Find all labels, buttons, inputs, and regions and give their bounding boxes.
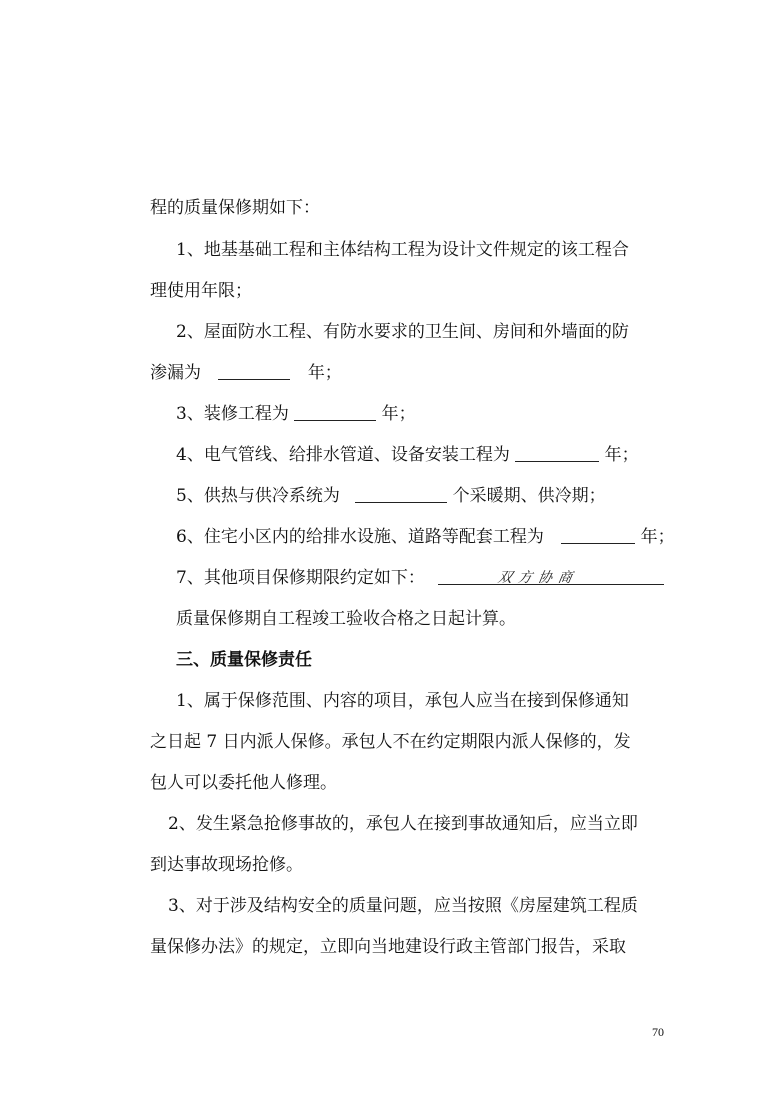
section-heading xyxy=(176,648,782,672)
fill-in-blank xyxy=(515,443,599,462)
handwritten-entry xyxy=(438,566,664,590)
line-text: 包人可以委托他人修理。 xyxy=(150,773,337,793)
line-text: 程的质量保修期如下： xyxy=(150,198,320,218)
line-text: 3、装修工程为 xyxy=(176,404,289,424)
paragraph-line xyxy=(176,689,782,713)
line-text: 年； xyxy=(381,404,416,424)
paragraph-line xyxy=(150,196,782,220)
line-text: 7、其他项目保修期限约定如下： xyxy=(176,568,425,588)
line-text: 1、属于保修范围、内容的项目，承包人应当在接到保修通知 xyxy=(176,691,629,711)
paragraph-line xyxy=(176,607,782,631)
line-text: 之日起 7 日内派人保修。承包人不在约定期限内派人保修的，发 xyxy=(150,732,631,752)
fill-in-blank xyxy=(561,525,635,544)
line-text: 4、电气管线、给排水管道、设备安装工程为 xyxy=(176,445,510,465)
line-text: 量保修办法》的规定，立即向当地建设行政主管部门报告，采取 xyxy=(150,937,626,957)
line-text: 6、住宅小区内的给排水设施、道路等配套工程为 xyxy=(176,527,544,547)
line-text: 年； xyxy=(640,527,675,547)
line-text: 2、屋面防水工程、有防水要求的卫生间、房间和外墙面的防 xyxy=(176,322,629,342)
paragraph-line xyxy=(168,812,782,836)
paragraph-line xyxy=(176,484,782,508)
line-text: 3、对于涉及结构安全的质量问题，应当按照《房屋建筑工程质 xyxy=(168,896,638,916)
fill-in-blank xyxy=(218,361,290,380)
line-text: 年； xyxy=(307,363,342,383)
line-text: 2、发生紧急抢修事故的，承包人在接到事故通知后，应当立即 xyxy=(168,814,638,834)
paragraph-line xyxy=(150,279,782,303)
handwritten-text: 双方协商 xyxy=(496,570,580,586)
heading-text: 三、质量保修责任 xyxy=(176,650,312,670)
paragraph-line xyxy=(150,771,782,795)
paragraph-line xyxy=(176,566,782,590)
paragraph-line xyxy=(176,402,782,426)
paragraph-line xyxy=(176,443,782,467)
paragraph-line xyxy=(150,730,782,754)
line-text: 个采暖期、供冷期； xyxy=(452,486,606,506)
line-text: 质量保修期自工程竣工验收合格之日起计算。 xyxy=(176,609,516,629)
paragraph-line xyxy=(176,238,782,262)
paragraph-line xyxy=(176,525,782,549)
paragraph-line xyxy=(150,935,782,959)
line-text: 理使用年限； xyxy=(150,281,252,301)
paragraph-line xyxy=(150,853,782,877)
line-text: 渗漏为 xyxy=(150,363,201,383)
line-text: 1、地基基础工程和主体结构工程为设计文件规定的该工程合 xyxy=(176,240,629,260)
line-text: 年； xyxy=(604,445,639,465)
fill-in-blank xyxy=(355,484,447,503)
line-text: 到达事故现场抢修。 xyxy=(150,855,303,875)
line-text: 5、供热与供冷系统为 xyxy=(176,486,340,506)
paragraph-line xyxy=(176,320,782,344)
fill-in-blank xyxy=(294,402,376,421)
paragraph-line xyxy=(150,361,782,385)
paragraph-line xyxy=(168,894,782,918)
page-number: 70 xyxy=(652,1025,664,1039)
